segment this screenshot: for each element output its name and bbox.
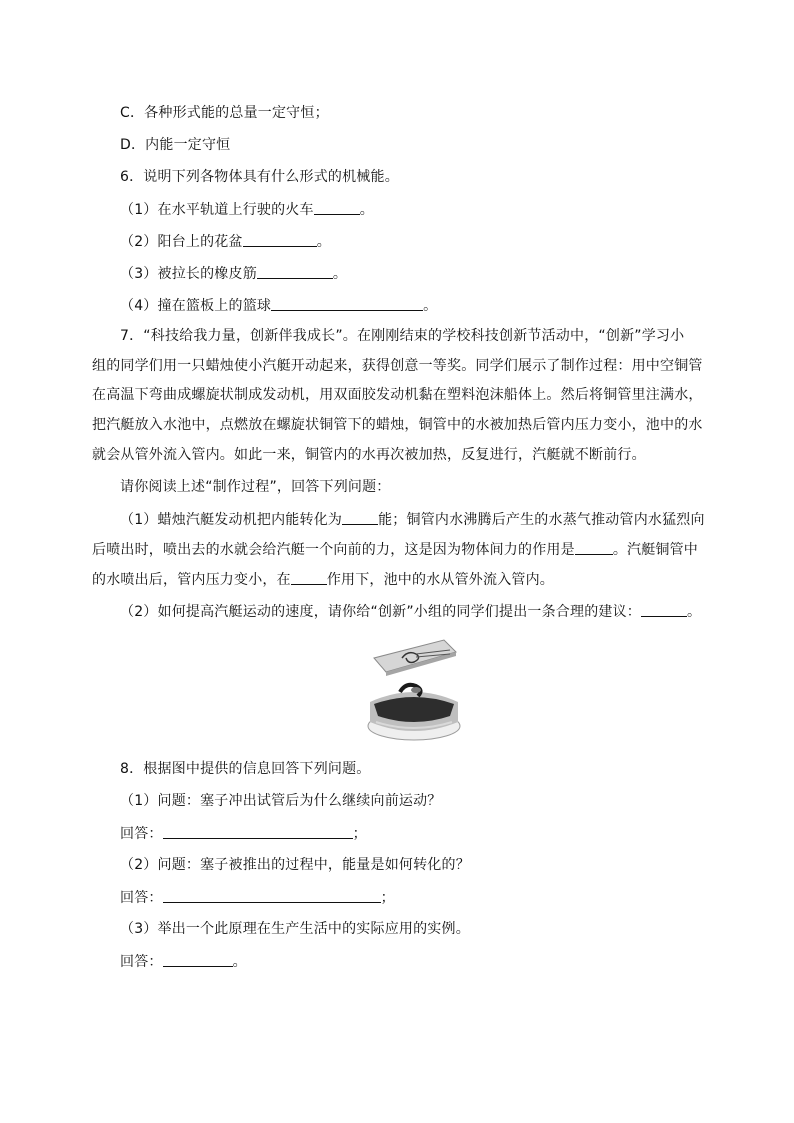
question-8-answer-2: 回答： ；: [120, 890, 395, 906]
question-8-answer-3: 回答： 。: [120, 954, 247, 970]
question-8-part-1: （1）问题：塞子冲出试管后为什么继续向前运动？: [120, 793, 442, 809]
answer-blank: [575, 540, 613, 555]
question-6-stem: 6．说明下列各物体具有什么形式的机械能。: [120, 169, 399, 185]
question-7-line-4: 把汽艇放入水池中，点燃放在螺旋状铜管下的蜡烛，铜管中的水被加热后管内压力变小，池中的水: [92, 417, 703, 433]
question-7-line-5: 就会从管外流入管内。如此一来，铜管内的水再次被加热，反复进行，汽艇就不断前行。: [92, 447, 646, 463]
answer-blank: [163, 888, 381, 903]
question-6-item-3: （3）被拉长的橡皮筋 。: [120, 266, 348, 282]
question-7-read-prompt: 请你阅读上述“制作过程”，回答下列问题：: [120, 479, 391, 495]
question-7-part-1-line-1: （1）蜡烛汽艇发动机把内能转化为 能；铜管内水沸腾后产生的水蒸气推动管内水猛烈向: [120, 512, 705, 528]
question-7-line-1: 7．“科技给我力量，创新伴我成长”。在刚刚结束的学校科技创新节活动中，“创新”学习小: [120, 328, 685, 344]
question-8-answer-1: 回答： ；: [120, 826, 367, 842]
question-7-part-1-line-3: 的水喷出后，管内压力变小，在 作用下，池中的水从管外流入管内。: [92, 572, 555, 588]
answer-blank: [163, 824, 353, 839]
option-d: D．内能一定守恒: [120, 137, 231, 153]
question-7-part-2: （2）如何提高汽艇运动的速度，请你给“创新”小组的同学们提出一条合理的建议： 。: [120, 604, 702, 620]
question-7-line-3: 在高温下弯曲成螺旋状制成发动机，用双面胶发动机黏在塑料泡沫船体上。然后将铜管里注满水，: [92, 387, 703, 403]
answer-blank: [163, 952, 233, 967]
answer-blank: [257, 264, 333, 279]
answer-blank: [314, 200, 360, 215]
answer-blank: [243, 232, 317, 247]
question-6-item-4: （4）撞在篮板上的篮球 。: [120, 298, 438, 314]
candle-boat-photo: [366, 630, 462, 742]
question-7-line-2: 组的同学们用一只蜡烛使小汽艇开动起来，获得创意一等奖。同学们展示了制作过程：用中空铜管: [92, 358, 703, 374]
option-c: C．各种形式能的总量一定守恒；: [120, 105, 329, 121]
question-6-item-1: （1）在水平轨道上行驶的火车 。: [120, 202, 374, 218]
answer-blank: [271, 296, 423, 311]
question-7-part-1-line-2: 后喷出时，喷出去的水就会给汽艇一个向前的力，这是因为物体间力的作用是 。汽艇铜管中: [92, 542, 699, 558]
question-6-item-2: （2）阳台上的花盆 。: [120, 234, 331, 250]
question-8-part-2: （2）问题：塞子被推出的过程中，能量是如何转化的？: [120, 857, 470, 873]
answer-blank: [641, 602, 687, 617]
answer-blank: [291, 570, 327, 585]
answer-blank: [342, 510, 378, 525]
question-8-stem: 8．根据图中提供的信息回答下列问题。: [120, 761, 371, 777]
question-8-part-3: （3）举出一个此原理在生产生活中的实际应用的实例。: [120, 921, 470, 937]
